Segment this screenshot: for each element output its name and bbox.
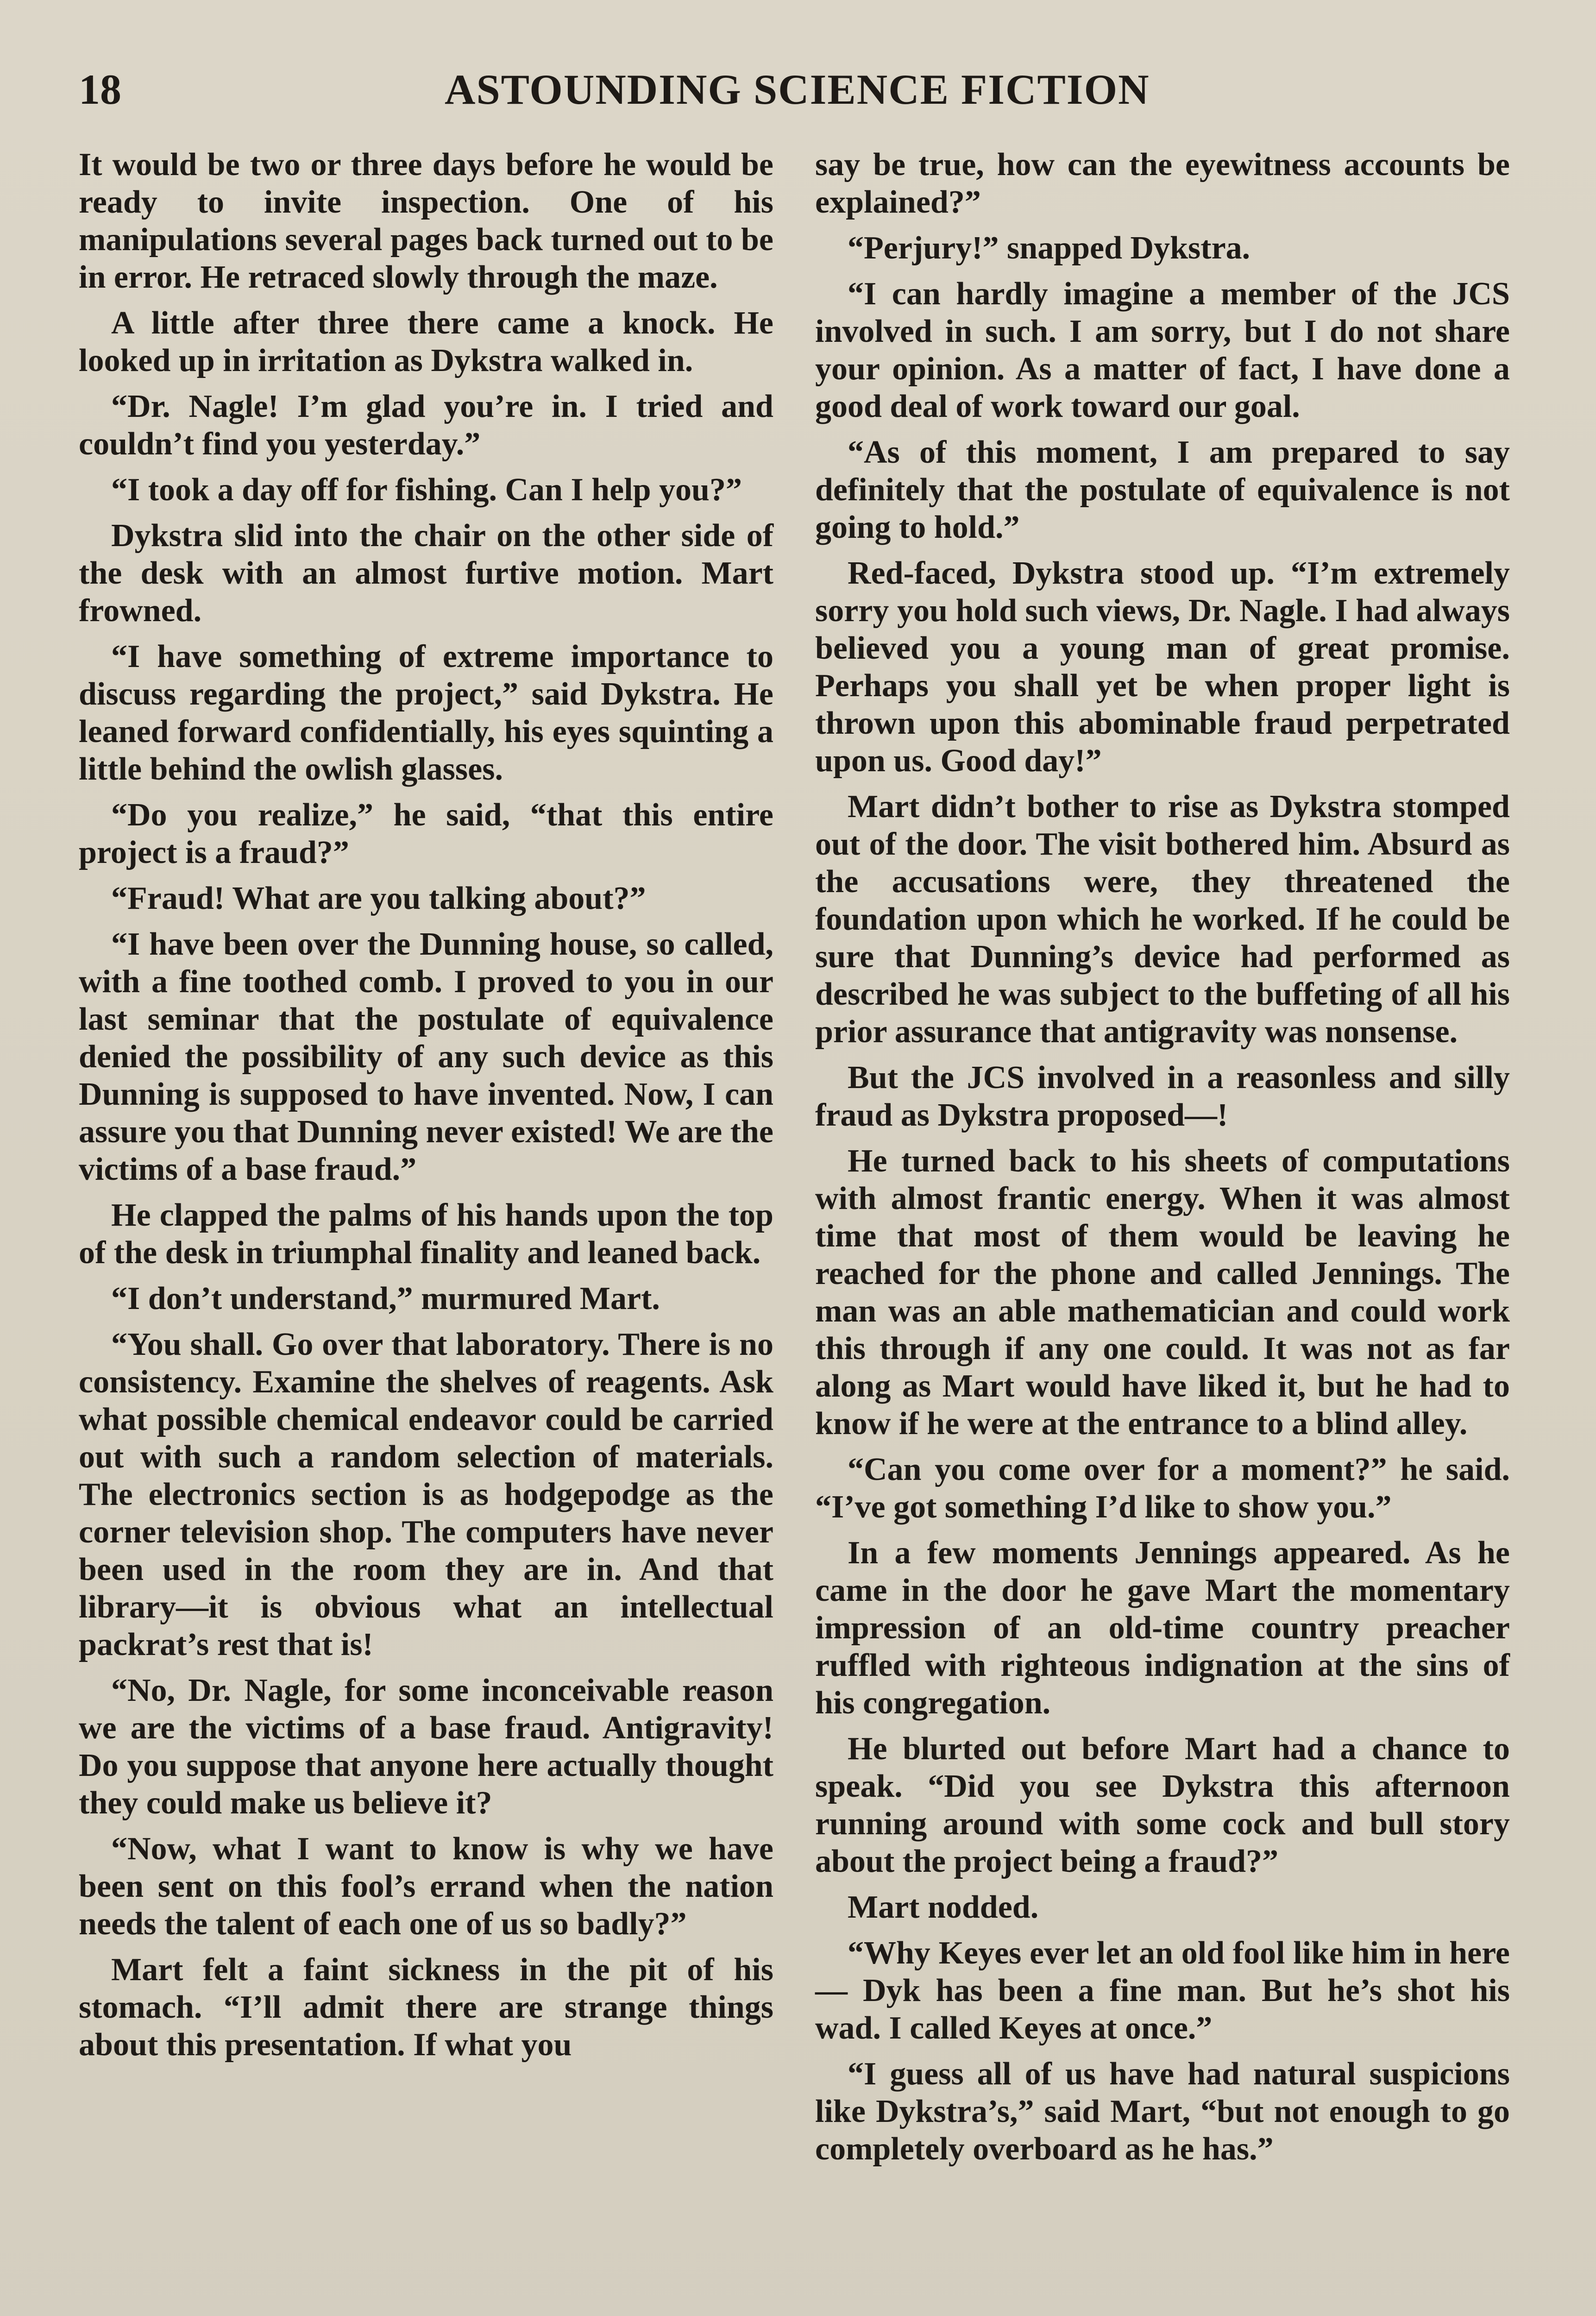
paragraph: He turned back to his sheets of computations with almost frantic energy. When it was almost time that most of them would be leaving he reached for the phone and called Jennings. The man was an able mathematician and could work this through if any one could. It was not as far along as Mart would have liked it, but he had to know if he were at the entrance to a blind alley. [815, 1143, 1510, 1441]
paragraph: “Can you come over for a moment?” he said. “I’ve got something I’d like to show you.” [815, 1452, 1510, 1525]
paragraph: Mart nodded. [848, 1889, 1039, 1925]
paragraph: Mart didn’t bother to rise as Dykstra stomped out of the door. The visit bothered him. Absurd as the accusations were, they threatened the foundation upon which he worked. If he could be sure that Dunning’s device had performed as described he was subject to the buffeting of all his prior assurance that antigravity was nonsense. [815, 789, 1510, 1050]
paragraph: In a few moments Jennings appeared. As he came in the door he gave Mart the momentary impression of an old-time country preacher ruffled with righteous indignation at the sins of his congregation. [815, 1535, 1510, 1721]
paragraph: “Perjury!” snapped Dykstra. [848, 230, 1250, 266]
paragraph: He blurted out before Mart had a chance to speak. “Did you see Dykstra this afternoon running around with some cock and bull story about the project being a fraud?” [815, 1731, 1510, 1879]
paragraph: Dykstra slid into the chair on the other side of the desk with an almost furtive motion. Mart frowned. [79, 518, 773, 629]
paragraph: “You shall. Go over that laboratory. There is no consistency. Examine the shelves of reagents. Ask what possible chemical endeavor could be carried out with such a random selection of materials. The electronics section is as hodgepodge as the corner television shop. The computers have never been used in the room they are in. And that library—it is obvious what an intellectual packrat’s rest that is! [79, 1327, 773, 1662]
paragraph: He clapped the palms of his hands upon the top of the desk in triumphal finality and leaned back. [79, 1197, 773, 1271]
paragraph: say be true, how can the eyewitness accounts be explained?” [815, 147, 1510, 220]
paragraph: “I don’t understand,” murmured Mart. [111, 1281, 660, 1316]
paragraph: Red-faced, Dykstra stood up. “I’m extremely sorry you hold such views, Dr. Nagle. I had always believed you a young man of great promise. Perhaps you shall yet be when proper light is thrown upon this abominable fraud perpetrated upon us. Good day!” [815, 555, 1510, 779]
paragraph: “I can hardly imagine a member of the JCS involved in such. I am sorry, but I do not share your opinion. As a matter of fact, I have done a good deal of work toward our goal. [815, 276, 1510, 424]
paragraph: “I have been over the Dunning house, so called, with a fine toothed comb. I proved to you in our last seminar that the postulate of equivalence denied the possibility of any such device as this Dunning is supposed to have invented. Now, I can assure you that Dunning never existed! We are the victims of a base fraud.” [79, 926, 773, 1187]
paragraph: “Why Keyes ever let an old fool like him in here— Dyk has been a fine man. But he’s shot his wad. I called Keyes at once.” [815, 1935, 1510, 2046]
magazine-title: ASTOUNDING SCIENCE FICTION [445, 66, 1150, 113]
page-header [79, 65, 1528, 134]
paragraph: “Now, what I want to know is why we have been sent on this fool’s errand when the nation needs the talent of each one of us so badly?” [79, 1831, 773, 1942]
paragraph: “I took a day off for fishing. Can I help you?” [111, 472, 742, 508]
paragraph: “As of this moment, I am prepared to say definitely that the postulate of equivalence is not going to hold.” [815, 434, 1510, 545]
paragraph: But the JCS involved in a reasonless and silly fraud as Dykstra proposed—! [815, 1060, 1510, 1133]
paragraph: “Fraud! What are you talking about?” [111, 881, 646, 916]
right-column [815, 146, 1510, 2176]
paragraph: A little after three there came a knock. He looked up in irritation as Dykstra walked in. [79, 305, 773, 378]
paragraph: “Do you realize,” he said, “that this entire project is a fraud?” [79, 797, 773, 870]
paragraph: “No, Dr. Nagle, for some inconceivable reason we are the victims of a base fraud. Antigravity! Do you suppose that anyone here actually thought they could make us believe it? [79, 1673, 773, 1821]
paragraph: “I have something of extreme importance to discuss regarding the project,” said Dykstra. He leaned forward confidentially, his eyes squinting a little behind the owlish glasses. [79, 639, 773, 787]
paragraph: It would be two or three days before he would be ready to invite inspection. One of his manipulations several pages back turned out to be in error. He retraced slowly through the maze. [79, 147, 773, 295]
paragraph: “I guess all of us have had natural suspicions like Dykstra’s,” said Mart, “but not enough to go completely overboard as he has.” [815, 2056, 1510, 2167]
paragraph: Mart felt a faint sickness in the pit of his stomach. “I’ll admit there are strange things about this presentation. If what you [79, 1952, 773, 2063]
paragraph: “Dr. Nagle! I’m glad you’re in. I tried and couldn’t find you yesterday.” [79, 389, 773, 462]
left-column [79, 146, 773, 2072]
page-number: 18 [79, 66, 121, 113]
